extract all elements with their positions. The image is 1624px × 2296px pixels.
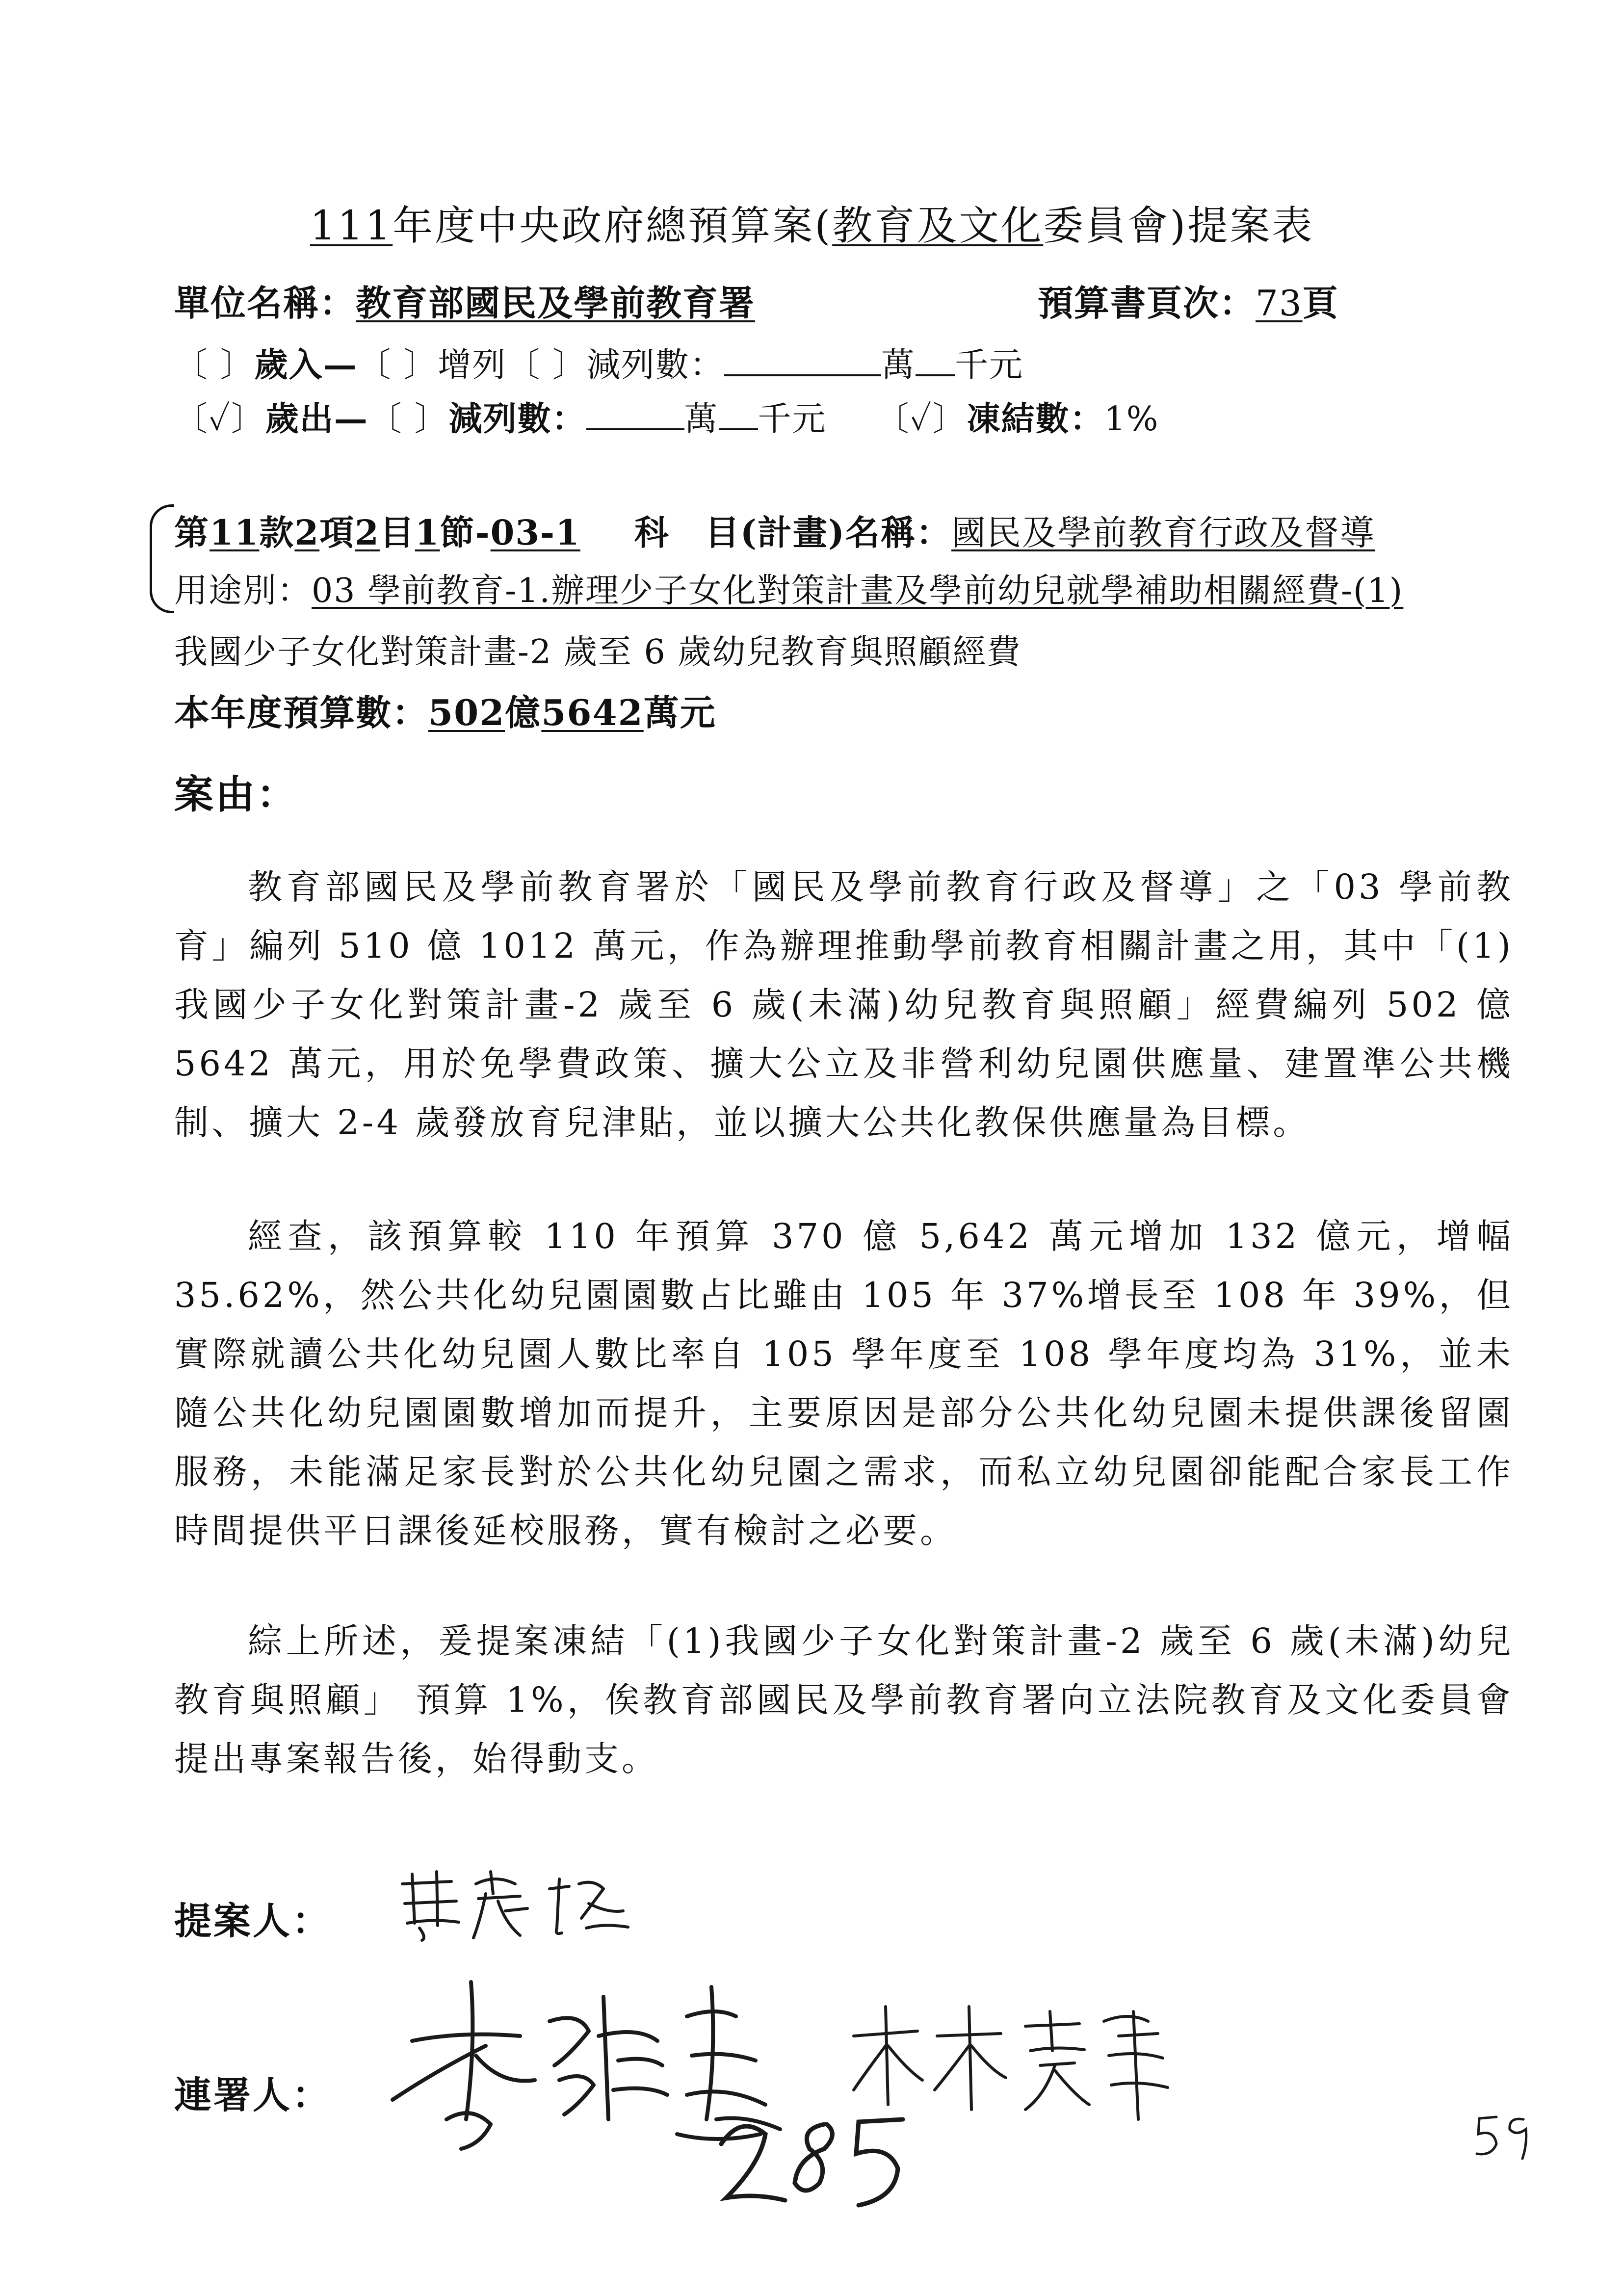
exp-decrease-checkbox: 〔 〕 [368,400,449,439]
purpose-label: 用途別： [174,572,312,610]
budget-label: 本年度預算數： [174,692,429,733]
increase-label: 增列 [438,346,507,385]
page-unit: 頁 [1302,282,1339,324]
qian-blank [916,347,955,376]
budget-yi: 502 [428,692,505,733]
kuan-label: 第 [174,512,210,553]
exp-qian-unit: 千元 [758,400,827,439]
paragraph-text: 教育部國民及學前教育署於「國民及學前教育行政及督導」之「03 學前教育」編列 510 億 1012 萬元，作為辦理推動學前教育相關計畫之用，其中「(1)我國少子女化對策計畫-2 歲至 6 歲(未滿)幼兒教育與照顧」經費編列 502 億 5642 萬元，用於免學費政策、擴大公立及非營利幼兒園供應量、建置準公共機制、擴大 2-4 歲發放育兒津貼，並以擴大公共化教保供應量為目標。 [174,867,1514,1143]
exp-wan-unit: 萬 [684,400,719,439]
page-label: 預算書頁次： [1038,282,1256,324]
reason-paragraph-1 [174,858,1514,1152]
qian-unit: 千元 [954,346,1023,385]
wan-blank [724,347,881,376]
purpose-row [174,564,1403,612]
budget-wan-unit: 萬元 [643,692,716,733]
item-bracket [150,504,174,613]
kuan-unit: 款 [259,512,295,553]
jie-unit: 節- [440,512,491,553]
kuan-value: 11 [210,512,260,553]
purpose-text: 03 學前教育-1.辦理少子女化對策計畫及學前幼兒就學補助相關經費-(1) [312,572,1404,610]
title-prefix: 年度中央政府總預算案( [393,203,833,249]
wan-unit: 萬 [881,346,916,385]
budget-wan: 5642 [541,692,644,733]
reason-paragraph-3 [174,1612,1514,1788]
freeze-checkbox: 〔✓〕 [875,400,967,439]
annual-budget-row [174,684,716,735]
title-suffix2: )提案表 [1170,203,1314,249]
jie-value: 1 [415,512,440,553]
proposer-signature [393,1864,648,1943]
expenditure-checkbox: 〔✓〕 [174,400,265,439]
exp-qian-blank [719,401,758,430]
page-number-handwritten [1469,2110,1538,2164]
exp-decrease-label: 減列數： [448,399,586,439]
unit-name: 教育部國民及學前教育署 [356,282,756,324]
increase-checkbox: 〔 〕 [357,346,438,385]
title-year: 111 [310,203,393,249]
mu-value: 2 [355,512,380,553]
subject-name: 國民及學前教育行政及督導 [951,513,1376,553]
reason-paragraph-2 [174,1207,1514,1560]
handwritten-number-drawing [711,2100,922,2218]
subject-label: 科 目(計畫)名稱： [634,512,952,553]
title-committee: 教育及文化 [832,203,1044,249]
paragraph-text: 綜上所述，爰提案凍結「(1)我國少子女化對策計畫-2 歲至 6 歲(未滿)幼兒教育與照顧」 預算 1%，俟教育部國民及學前教育署向立法院教育及文化委員會提出專案報告後，始得動支。 [174,1621,1514,1779]
item-code: 03-1 [490,512,580,553]
page-number: 73 [1256,283,1303,324]
xiang-value: 2 [294,512,320,553]
freeze-label: 凍結數： [967,399,1104,439]
expenditure-row [174,392,1159,440]
paragraph-text: 經查，該預算較 110 年預算 370 億 5,642 萬元增加 132 億元，增幅 35.62%，然公共化幼兒園園數占比雖由 105 年 37%增長至 108 年 39%，但實際就讀公共化幼兒園人數比率自 105 學年度至 108 學年度均為 31%，並未隨公共化幼兒園園數增加而提升，主要原因是部分公共化幼兒園未提供課後留園服務，未能滿足家長對於公共化幼兒園之需求，而私立幼兒園卻能配合家長工作時間提供平日課後延校服務，實有檢討之必要。 [174,1216,1514,1551]
purpose-continued: 我國少子女化對策計畫-2 歲至 6 歲幼兒教育與照顧經費 [174,633,1022,672]
decrease-checkbox: 〔 〕 [506,346,587,385]
revenue-checkbox: 〔 〕 [174,346,255,385]
title-suffix1: 委員會 [1043,203,1170,249]
revenue-label: 歲入— [254,345,358,385]
expenditure-label: 歲出— [265,399,368,439]
freeze-value: 1% [1104,400,1159,439]
page-number-drawing [1469,2110,1538,2164]
budget-yi-unit: 億 [505,692,542,733]
reason-heading: 案由： [174,771,298,817]
handwritten-number [711,2100,922,2218]
cosigner-label: 連署人： [174,2073,331,2117]
proposer-label: 提案人： [174,1899,331,1943]
item-code-row [174,505,1375,555]
unit-row [174,275,755,326]
decrease-label: 減列數： [586,346,724,385]
revenue-row [174,339,1023,386]
exp-wan-blank [586,401,684,430]
mu-unit: 目 [379,512,415,553]
document-title [0,194,1624,251]
xiang-unit: 項 [319,512,355,553]
unit-label: 單位名稱： [174,282,356,324]
budget-page-row [1038,275,1339,326]
